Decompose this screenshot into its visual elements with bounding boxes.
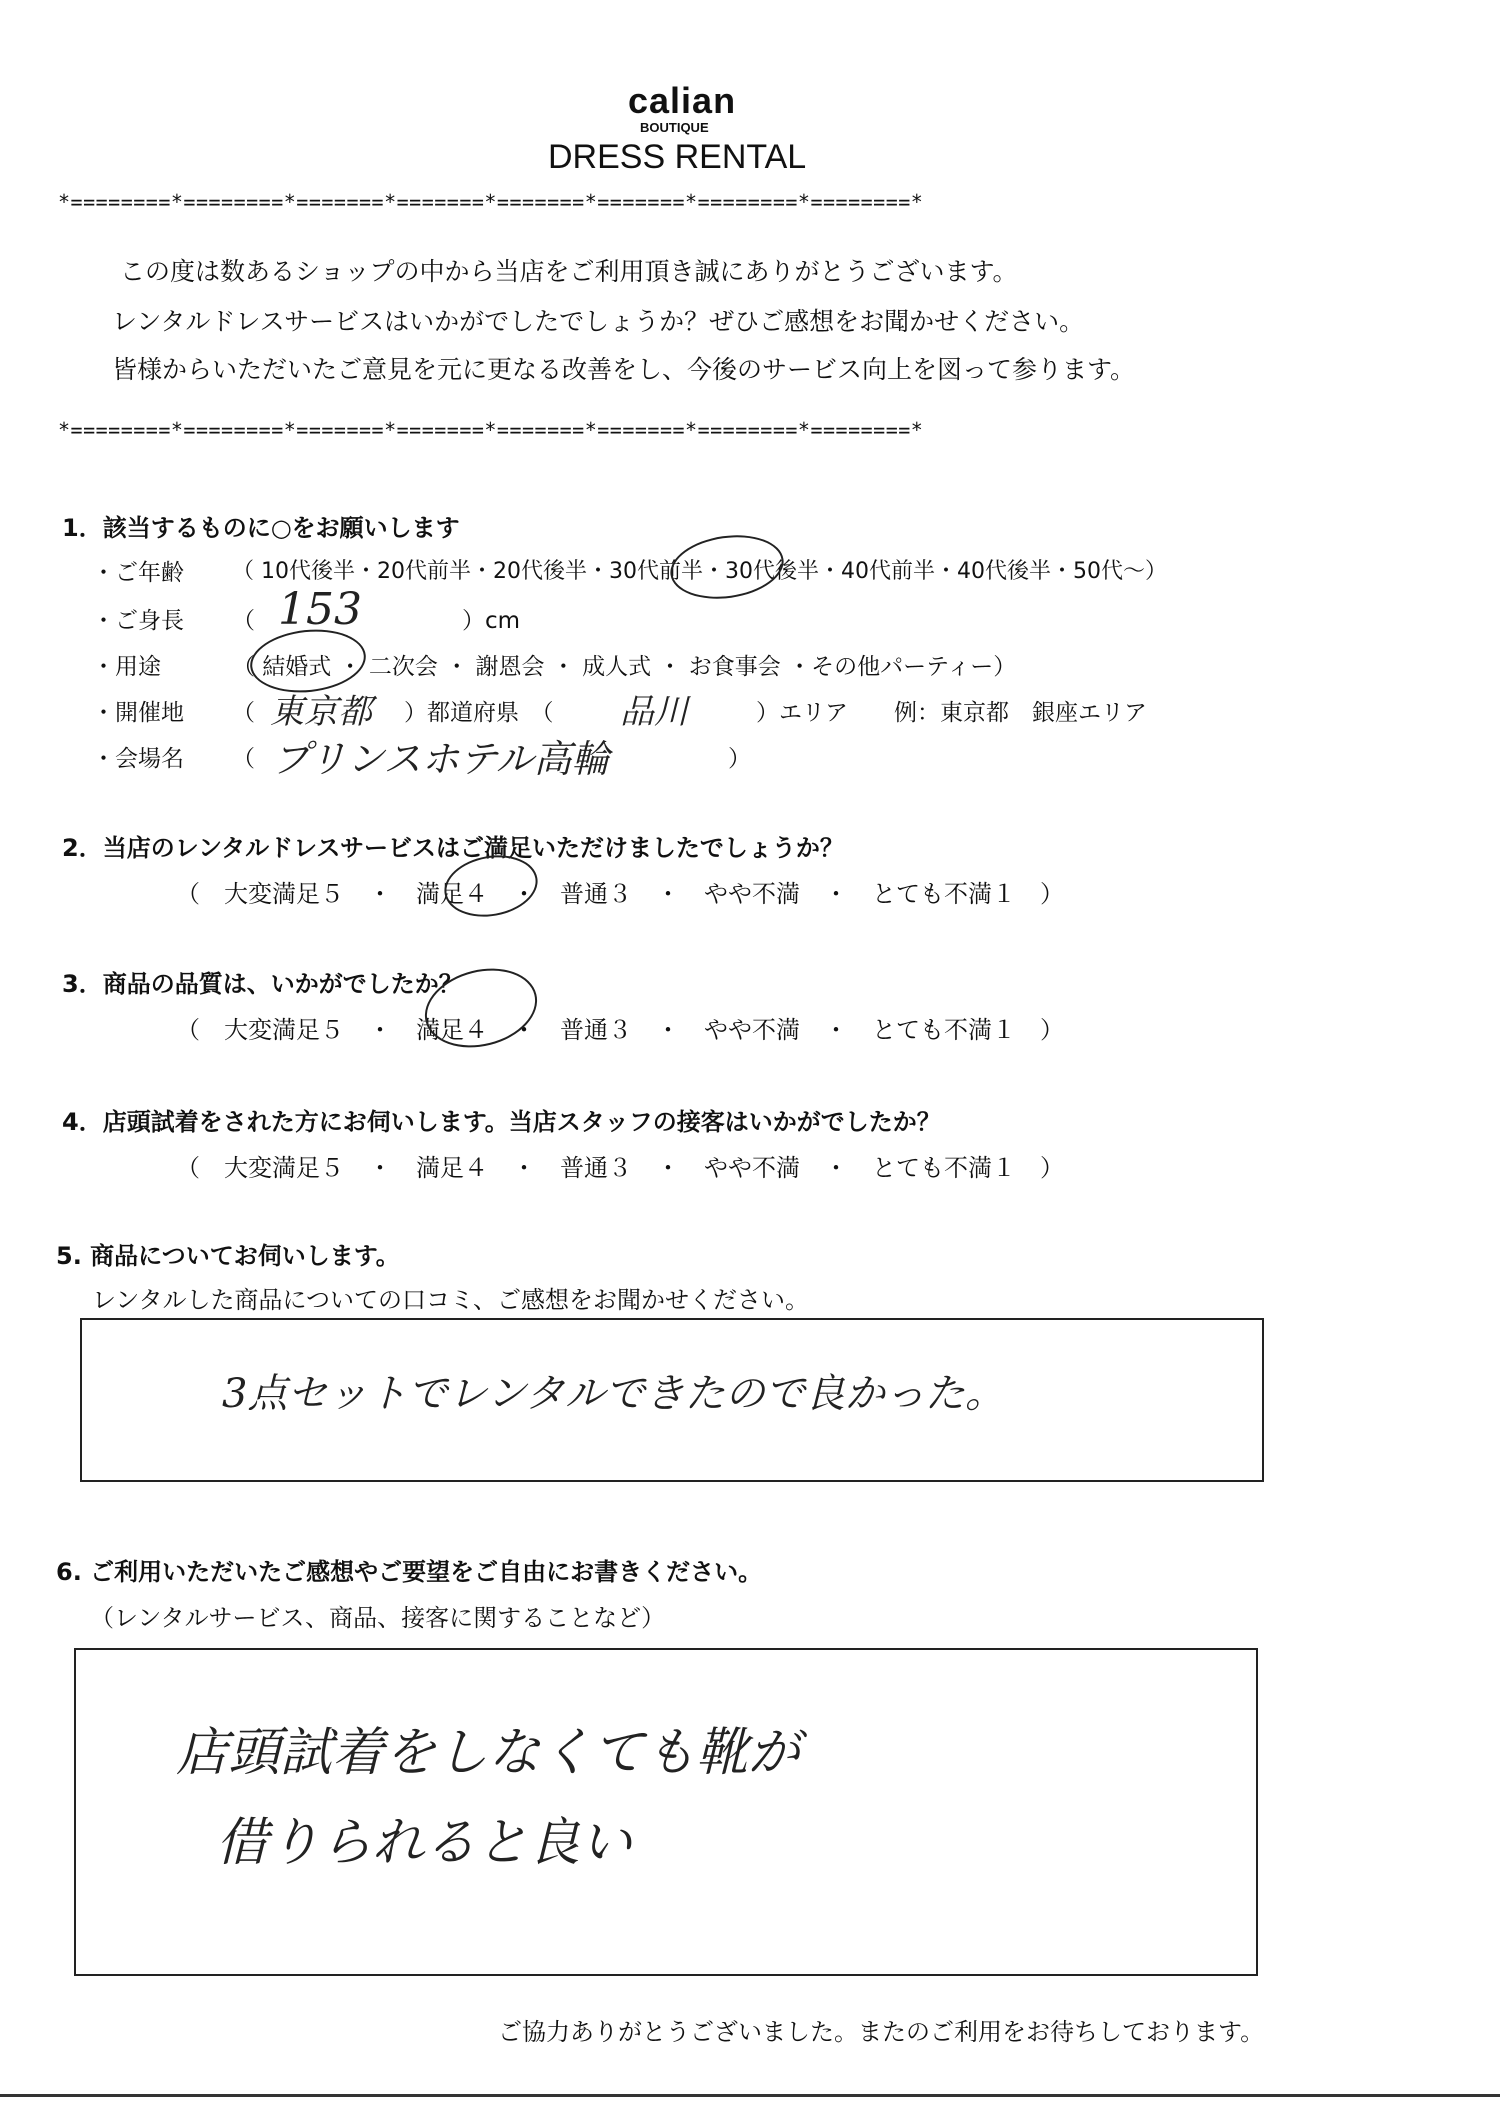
venue-prefecture-open: （ (232, 700, 255, 726)
height-open: （ (232, 608, 255, 634)
height-label: ・ご身長 (92, 608, 184, 634)
age-label: ・ご年齢 (92, 560, 184, 586)
venue-prefecture-label: ・開催地 (92, 700, 184, 726)
venue-prefecture-value: 東京都 (270, 692, 372, 732)
purpose-label: ・用途 (92, 654, 161, 680)
venue-area-close: ）エリア 例：東京都 銀座エリア (756, 700, 1147, 726)
venue-prefecture-mid: ）都道府県 （ (404, 700, 554, 726)
footer-thanks: ご協力ありがとうございました。またのご利用をお待ちしております。 (498, 2018, 1265, 2046)
age-selected-circle (666, 528, 788, 605)
hall-close: ） (728, 746, 751, 772)
question-4-title: 4．店頭試着をされた方にお伺いします。当店スタッフの接客はいかがでしたか？ (62, 1108, 941, 1136)
question-5-subtitle: レンタルした商品についての口コミ、ご感想をお聞かせください。 (92, 1286, 809, 1314)
question-6-answer-box (74, 1648, 1258, 1976)
hall-value: プリンスホテル高輪 (272, 737, 610, 781)
bottom-divider: *========*========*=======*=======*=======*=======*========*========* (58, 418, 924, 442)
intro-line-3: 皆様からいただいたご意見を元に更なる改善をし、今後のサービス向上を図って参ります。 (112, 355, 1136, 384)
height-value: 153 (278, 584, 362, 635)
question-2-options: （ 大変満足５ ・ 満足４ ・ 普通３ ・ やや不満 ・ とても不満１ ） (176, 880, 1064, 908)
hall-label: ・会場名 (92, 746, 184, 772)
intro-line-1: この度は数あるショップの中から当店をご利用頂き誠にありがとうございます。 (120, 257, 1018, 286)
page-title: DRESS RENTAL (548, 138, 807, 176)
question-6-answer-line-2: 借りられると良い (216, 1813, 633, 1873)
height-unit: ）cm (462, 608, 521, 634)
question-1-title: 1．該当するものに○をお願いします (62, 514, 460, 542)
question-5-answer: 3点セットでレンタルできたので良かった。 (222, 1371, 1005, 1417)
bottom-rule (0, 2094, 1500, 2097)
question-6-title: 6. ご利用いただいたご感想やご要望をご自由にお書きください。 (56, 1558, 763, 1586)
hall-open: （ (232, 746, 255, 772)
question-5-answer-box (80, 1318, 1264, 1482)
venue-area-value: 品川 (620, 692, 688, 732)
question-6-subtitle: （レンタルサービス、商品、接客に関することなど） (90, 1604, 666, 1632)
question-6-answer-line-1: 店頭試着をしなくても靴が (176, 1723, 801, 1783)
age-options: （ 10代後半・20代前半・20代後半・30代前半・30代後半・40代前半・40代後半・50代～） (232, 559, 1167, 584)
question-3-options: （ 大変満足５ ・ 満足４ ・ 普通３ ・ やや不満 ・ とても不満１ ） (176, 1016, 1064, 1044)
intro-line-2: レンタルドレスサービスはいかがでしたでしょうか？ぜひご感想をお聞かせください。 (112, 307, 1085, 336)
question-3-title: 3．商品の品質は、いかがでしたか？ (62, 970, 463, 998)
brand-sub: BOUTIQUE (640, 120, 709, 135)
question-2-title: 2．当店のレンタルドレスサービスはご満足いただけましたでしょうか？ (62, 834, 844, 862)
question-4-options: （ 大変満足５ ・ 満足４ ・ 普通３ ・ やや不満 ・ とても不満１ ） (176, 1154, 1064, 1182)
question-5-title: 5. 商品についてお伺いします。 (56, 1242, 400, 1270)
top-divider: *========*========*=======*=======*=======*=======*========*========* (58, 190, 924, 214)
brand-logo: calian (628, 80, 737, 121)
purpose-options: （ 結婚式 ・ 二次会 ・ 謝恩会 ・ 成人式 ・ お食事会 ・その他パーティー） (232, 654, 1017, 680)
